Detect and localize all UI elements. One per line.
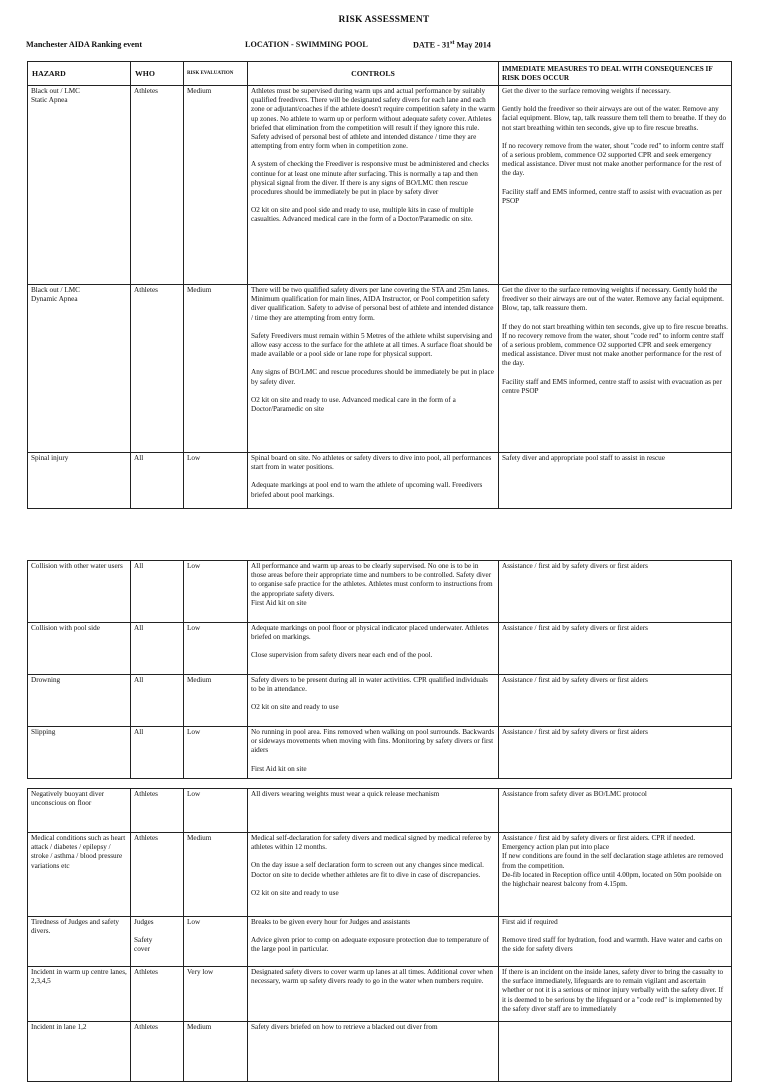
who-cell xyxy=(131,789,184,833)
hazard-cell: Incident in warm up centre lanes, 2,3,4,5 xyxy=(28,967,131,1022)
immediate-measures-paragraph: Facility staff and EMS informed, centre staff to assist with evacuation as per centre PSOP xyxy=(502,377,722,395)
controls-paragraph: Medical self-declaration for safety divers and medical signed by medical referee by athletes within 12 months. xyxy=(251,834,492,852)
who-cell xyxy=(131,1022,184,1082)
controls-paragraph: O2 kit on site and ready to use xyxy=(251,888,339,897)
immediate-measures-paragraph: Facility staff and EMS informed, centre staff to assist with evacuation as per PSOP xyxy=(502,187,722,205)
controls-cell xyxy=(248,285,499,453)
who-value: Athletes xyxy=(134,1023,158,1031)
controls-paragraph: Close supervision from safety divers near each end of the pool. xyxy=(251,651,433,660)
immediate-measures-cell xyxy=(499,561,732,623)
risk-table-part-3 xyxy=(27,788,732,1082)
table-row xyxy=(28,675,732,727)
immediate-measures-cell xyxy=(499,86,732,285)
location-label: LOCATION - SWIMMING POOL xyxy=(245,40,368,49)
who-value: Judges xyxy=(134,918,154,926)
controls-paragraph: All divers wearing weights must wear a quick release mechanism xyxy=(251,790,440,798)
who-cell xyxy=(131,285,184,453)
immediate-measures-paragraph: Gently hold the freediver so their airways are out of the water. Remove any facial equipment. Blow, tap, talk reassure them tell them to breathe. If they do not start breathing within ten seconds, give up to fire rescue breaths. xyxy=(502,105,727,132)
date-superscript: st xyxy=(450,40,455,46)
document-title: RISK ASSESSMENT xyxy=(338,15,430,25)
who-value: Athletes xyxy=(134,87,158,95)
table-row xyxy=(28,727,732,779)
risk-cell: Low xyxy=(184,727,248,779)
controls-paragraph: Safety divers briefed on how to retrieve a blacked out diver from xyxy=(251,1023,438,1031)
column-header-controls: CONTROLS xyxy=(248,62,499,86)
who-cell xyxy=(131,86,184,285)
risk-cell: Medium xyxy=(184,285,248,453)
risk-cell: Medium xyxy=(184,833,248,917)
hazard-cell: Black out / LMC Dynamic Apnea xyxy=(28,285,131,453)
hazard-cell: Black out / LMC Static Apnea xyxy=(28,86,131,285)
immediate-measures-paragraph: Get the diver to the surface removing weights if necessary. Gently hold the freediver so their airways are out of the water. Remove any facial equipment. Blow, tap, talk reassure them. xyxy=(502,286,724,313)
who-value: Athletes xyxy=(134,834,158,842)
date-prefix: DATE - 31 xyxy=(413,40,451,50)
who-value: Athletes xyxy=(134,968,158,976)
who-extra-value: Safety cover xyxy=(134,936,153,954)
risk-cell: Medium xyxy=(184,1022,248,1082)
immediate-measures-paragraph: Get the diver to the surface removing weights if necessary. xyxy=(502,87,671,95)
immediate-measures-cell xyxy=(499,967,732,1022)
immediate-measures-paragraph: Assistance / first aid by safety divers or first aiders xyxy=(502,676,648,684)
column-header-risk: RISK EVALUATION xyxy=(184,62,248,86)
risk-cell: Medium xyxy=(184,86,248,285)
controls-paragraph: Safety Freedivers must remain within 5 Metres of the athlete whilst supervising and allow easy access to the surface for the athlete at all times. A surface float should be made available or a pool side or lane rope for physical support. xyxy=(251,331,493,359)
hazard-cell: Negatively buoyant diver unconscious on floor xyxy=(28,789,131,833)
column-header-immediate-measures: IMMEDIATE MEASURES TO DEAL WITH CONSEQUENCES IF RISK DOES OCCUR xyxy=(499,62,732,86)
who-cell xyxy=(131,623,184,675)
controls-paragraph: O2 kit on site and ready to use xyxy=(251,703,339,712)
controls-cell xyxy=(248,833,499,917)
controls-paragraph: There will be two qualified safety divers per lane covering the STA and 25m lanes. Minimum qualification for main lines, AIDA Instructor, or Pool competition safety diver qualification. Safety to advise of personal best of athlete and intended distance / time they are attempting from entry form. xyxy=(251,286,494,322)
risk-cell: Very low xyxy=(184,967,248,1022)
immediate-measures-cell xyxy=(499,453,732,509)
controls-paragraph: A system of checking the Freediver is responsive must be administered and checks continue for at least one minute after surfacing. This is normally a tap and then physical signal from the diver. If there is any signs of BO/LMC then rescue procedures should be immediately be put in place by safety diver xyxy=(251,160,489,197)
controls-cell xyxy=(248,623,499,675)
controls-paragraph: Safety divers to be present during all in water activities. CPR qualified individuals to be in attendance. xyxy=(251,676,488,694)
immediate-measures-cell xyxy=(499,789,732,833)
table-row xyxy=(28,967,732,1022)
who-cell xyxy=(131,453,184,509)
immediate-measures-paragraph: First aid if required xyxy=(502,918,558,926)
who-value: Athletes xyxy=(134,286,158,294)
immediate-measures-paragraph: If no recovery remove from the water, shout "code red" to inform centre staff of a serious problem, commence O2 supported CPR and seek emergency medical assistance. Diver must not make another performance for the rest of the day. xyxy=(502,141,724,178)
date-suffix: May 2014 xyxy=(454,40,491,50)
risk-cell: Low xyxy=(184,453,248,509)
immediate-measures-cell xyxy=(499,727,732,779)
hazard-cell: Spinal injury xyxy=(28,453,131,509)
table-row xyxy=(28,789,732,833)
who-cell xyxy=(131,561,184,623)
controls-paragraph: Adequate markings at pool end to warn the athlete of upcoming wall. Freedivers briefed about pool markings. xyxy=(251,481,483,499)
controls-cell xyxy=(248,453,499,509)
who-cell xyxy=(131,917,184,967)
risk-table-part-2 xyxy=(27,560,732,779)
table-row xyxy=(28,453,732,509)
controls-paragraph: All performance and warm up areas to be clearly supervised. No one is to be in those areas before their appropriate time and numbers to be controlled. Safety diver to organise safe practice for the athletes. Athletes must conform to instructions from the appropriate safety divers. First Aid kit on site xyxy=(251,562,493,607)
hazard-cell: Incident in lane 1,2 xyxy=(28,1022,131,1082)
immediate-measures-paragraph: Safety diver and appropriate pool staff to assist in rescue xyxy=(502,454,665,462)
hazard-cell: Tiredness of Judges and safety divers. xyxy=(28,917,131,967)
controls-paragraph: O2 kit on site and ready to use. Advanced medical care in the form of a Doctor/Paramedic on site xyxy=(251,395,456,414)
who-value: All xyxy=(134,728,144,736)
who-cell xyxy=(131,967,184,1022)
immediate-measures-cell xyxy=(499,285,732,453)
hazard-cell: Collision with other water users xyxy=(28,561,131,623)
event-name: Manchester AIDA Ranking event xyxy=(26,40,143,49)
who-value: Athletes xyxy=(134,790,158,798)
who-cell xyxy=(131,675,184,727)
immediate-measures-paragraph: If there is an incident on the inside lanes, safety diver to bring the casualty to the surface immediately, lifeguards are to remain vigilant and ascertain whether or not it is a serious or minor injury verbally with the safety diver. If it is deemed to be serious by the lifeguard or a "code red" is implemented by the safety diver staff are to immediately xyxy=(502,968,724,1013)
controls-cell xyxy=(248,917,499,967)
controls-paragraph: Advice given prior to comp on adequate exposure protection due to temperature of the large pool in particular. xyxy=(251,936,489,954)
controls-cell xyxy=(248,86,499,285)
immediate-measures-cell xyxy=(499,833,732,917)
controls-paragraph: First Aid kit on site xyxy=(251,764,307,773)
risk-cell: Low xyxy=(184,789,248,833)
risk-table-part-1 xyxy=(27,61,732,509)
immediate-measures-paragraph: Assistance / first aid by safety divers or first aiders xyxy=(502,728,648,736)
table-row xyxy=(28,1022,732,1082)
who-value: All xyxy=(134,676,144,684)
immediate-measures-paragraph: Assistance / first aid by safety divers or first aiders. CPR if needed. Emergency action plan put into place If new conditions are found in the self declaration stage athletes are removed from the competition. De-fib located in Reception office until 4.00pm, located on 50m poolside on the highchair nearest balcony from 4.15pm. xyxy=(502,834,724,889)
table-row xyxy=(28,917,732,967)
immediate-measures-cell xyxy=(499,675,732,727)
controls-cell xyxy=(248,727,499,779)
immediate-measures-paragraph: Assistance / first aid by safety divers or first aiders xyxy=(502,624,648,632)
risk-cell: Low xyxy=(184,917,248,967)
controls-paragraph: Adequate markings on pool floor or physical indicator placed underwater. Athletes briefed on markings. xyxy=(251,624,489,642)
controls-cell xyxy=(248,789,499,833)
date-label xyxy=(413,40,491,50)
immediate-measures-paragraph: If they do not start breathing within ten seconds, give up to fire rescue breaths. If no recovery remove from the water, shout "code red" to inform centre staff of a serious problem, commence O2 supported CPR and seek emergency medical assistance. Diver must not make another performance for the rest of the day. xyxy=(502,322,728,368)
hazard-cell: Medical conditions such as heart attack / diabetes / epilepsy / stroke / asthma / blood pressure variations etc xyxy=(28,833,131,917)
controls-cell xyxy=(248,1022,499,1082)
controls-paragraph: No running in pool area. Fins removed when walking on pool surrounds. Backwards or sideways movements when moving with fins. Monitoring by safety divers or first aiders xyxy=(251,728,495,755)
table-row xyxy=(28,285,732,453)
column-header-hazard: HAZARD xyxy=(28,62,131,86)
who-value: All xyxy=(134,624,144,632)
immediate-measures-cell xyxy=(499,623,732,675)
risk-cell: Medium xyxy=(184,675,248,727)
controls-paragraph: Spinal board on site. No athletes or safety divers to dive into pool, all performances start from in water positions. xyxy=(251,454,492,472)
column-header-who: WHO xyxy=(131,62,184,86)
immediate-measures-cell xyxy=(499,1022,732,1082)
controls-paragraph: Athletes must be supervised during warm ups and actual performance by suitably qualified freedivers. There will be designated safety divers for each lane and each zone or adjutant/coaches if the athlete doesn't require competition safety in the warm up zones. No athlete to warm up or perform without adequate safety cover. Athletes briefed that elimination from the competition will result if they ignore this rule. Safety advised of personal best of athlete and intended distance / time they are attempting from entry form when in competition zone. xyxy=(251,87,495,151)
controls-paragraph: Designated safety divers to cover warm up lanes at all times. Additional cover when necessary, warm up safety divers ready to go in the water when numbers require. xyxy=(251,968,493,986)
hazard-cell: Collision with pool side xyxy=(28,623,131,675)
hazard-cell: Drowning xyxy=(28,675,131,727)
who-cell xyxy=(131,727,184,779)
risk-cell: Low xyxy=(184,623,248,675)
controls-cell xyxy=(248,675,499,727)
who-value: All xyxy=(134,454,144,462)
immediate-measures-cell xyxy=(499,917,732,967)
immediate-measures-paragraph: Remove tired staff for hydration, food and warmth. Have water and carbs on the side for safety divers xyxy=(502,936,723,954)
table-row xyxy=(28,561,732,623)
controls-paragraph: Breaks to be given every hour for Judges and assistants xyxy=(251,918,411,926)
table-row xyxy=(28,833,732,917)
risk-cell: Low xyxy=(184,561,248,623)
controls-paragraph: O2 kit on site and pool side and ready to use, multiple kits in case of multiple casualties. Advanced medical care in the form of a Doctor/Paramedic on site. xyxy=(251,206,474,224)
controls-cell xyxy=(248,561,499,623)
controls-paragraph: On the day issue a self declaration form to screen out any changes since medical. Doctor on site to decide whether athletes are fit to dive in case of discrepancies. xyxy=(251,861,484,879)
hazard-cell: Slipping xyxy=(28,727,131,779)
who-value: All xyxy=(134,562,144,570)
who-cell xyxy=(131,833,184,917)
table-row xyxy=(28,623,732,675)
immediate-measures-paragraph: Assistance from safety diver as BO/LMC protocol xyxy=(502,790,647,798)
immediate-measures-paragraph: Assistance / first aid by safety divers or first aiders xyxy=(502,562,648,570)
controls-cell xyxy=(248,967,499,1022)
table-header-row xyxy=(28,62,732,86)
controls-paragraph: Any signs of BO/LMC and rescue procedures should be immediately be put in place by safety diver. xyxy=(251,368,494,386)
table-row xyxy=(28,86,732,285)
